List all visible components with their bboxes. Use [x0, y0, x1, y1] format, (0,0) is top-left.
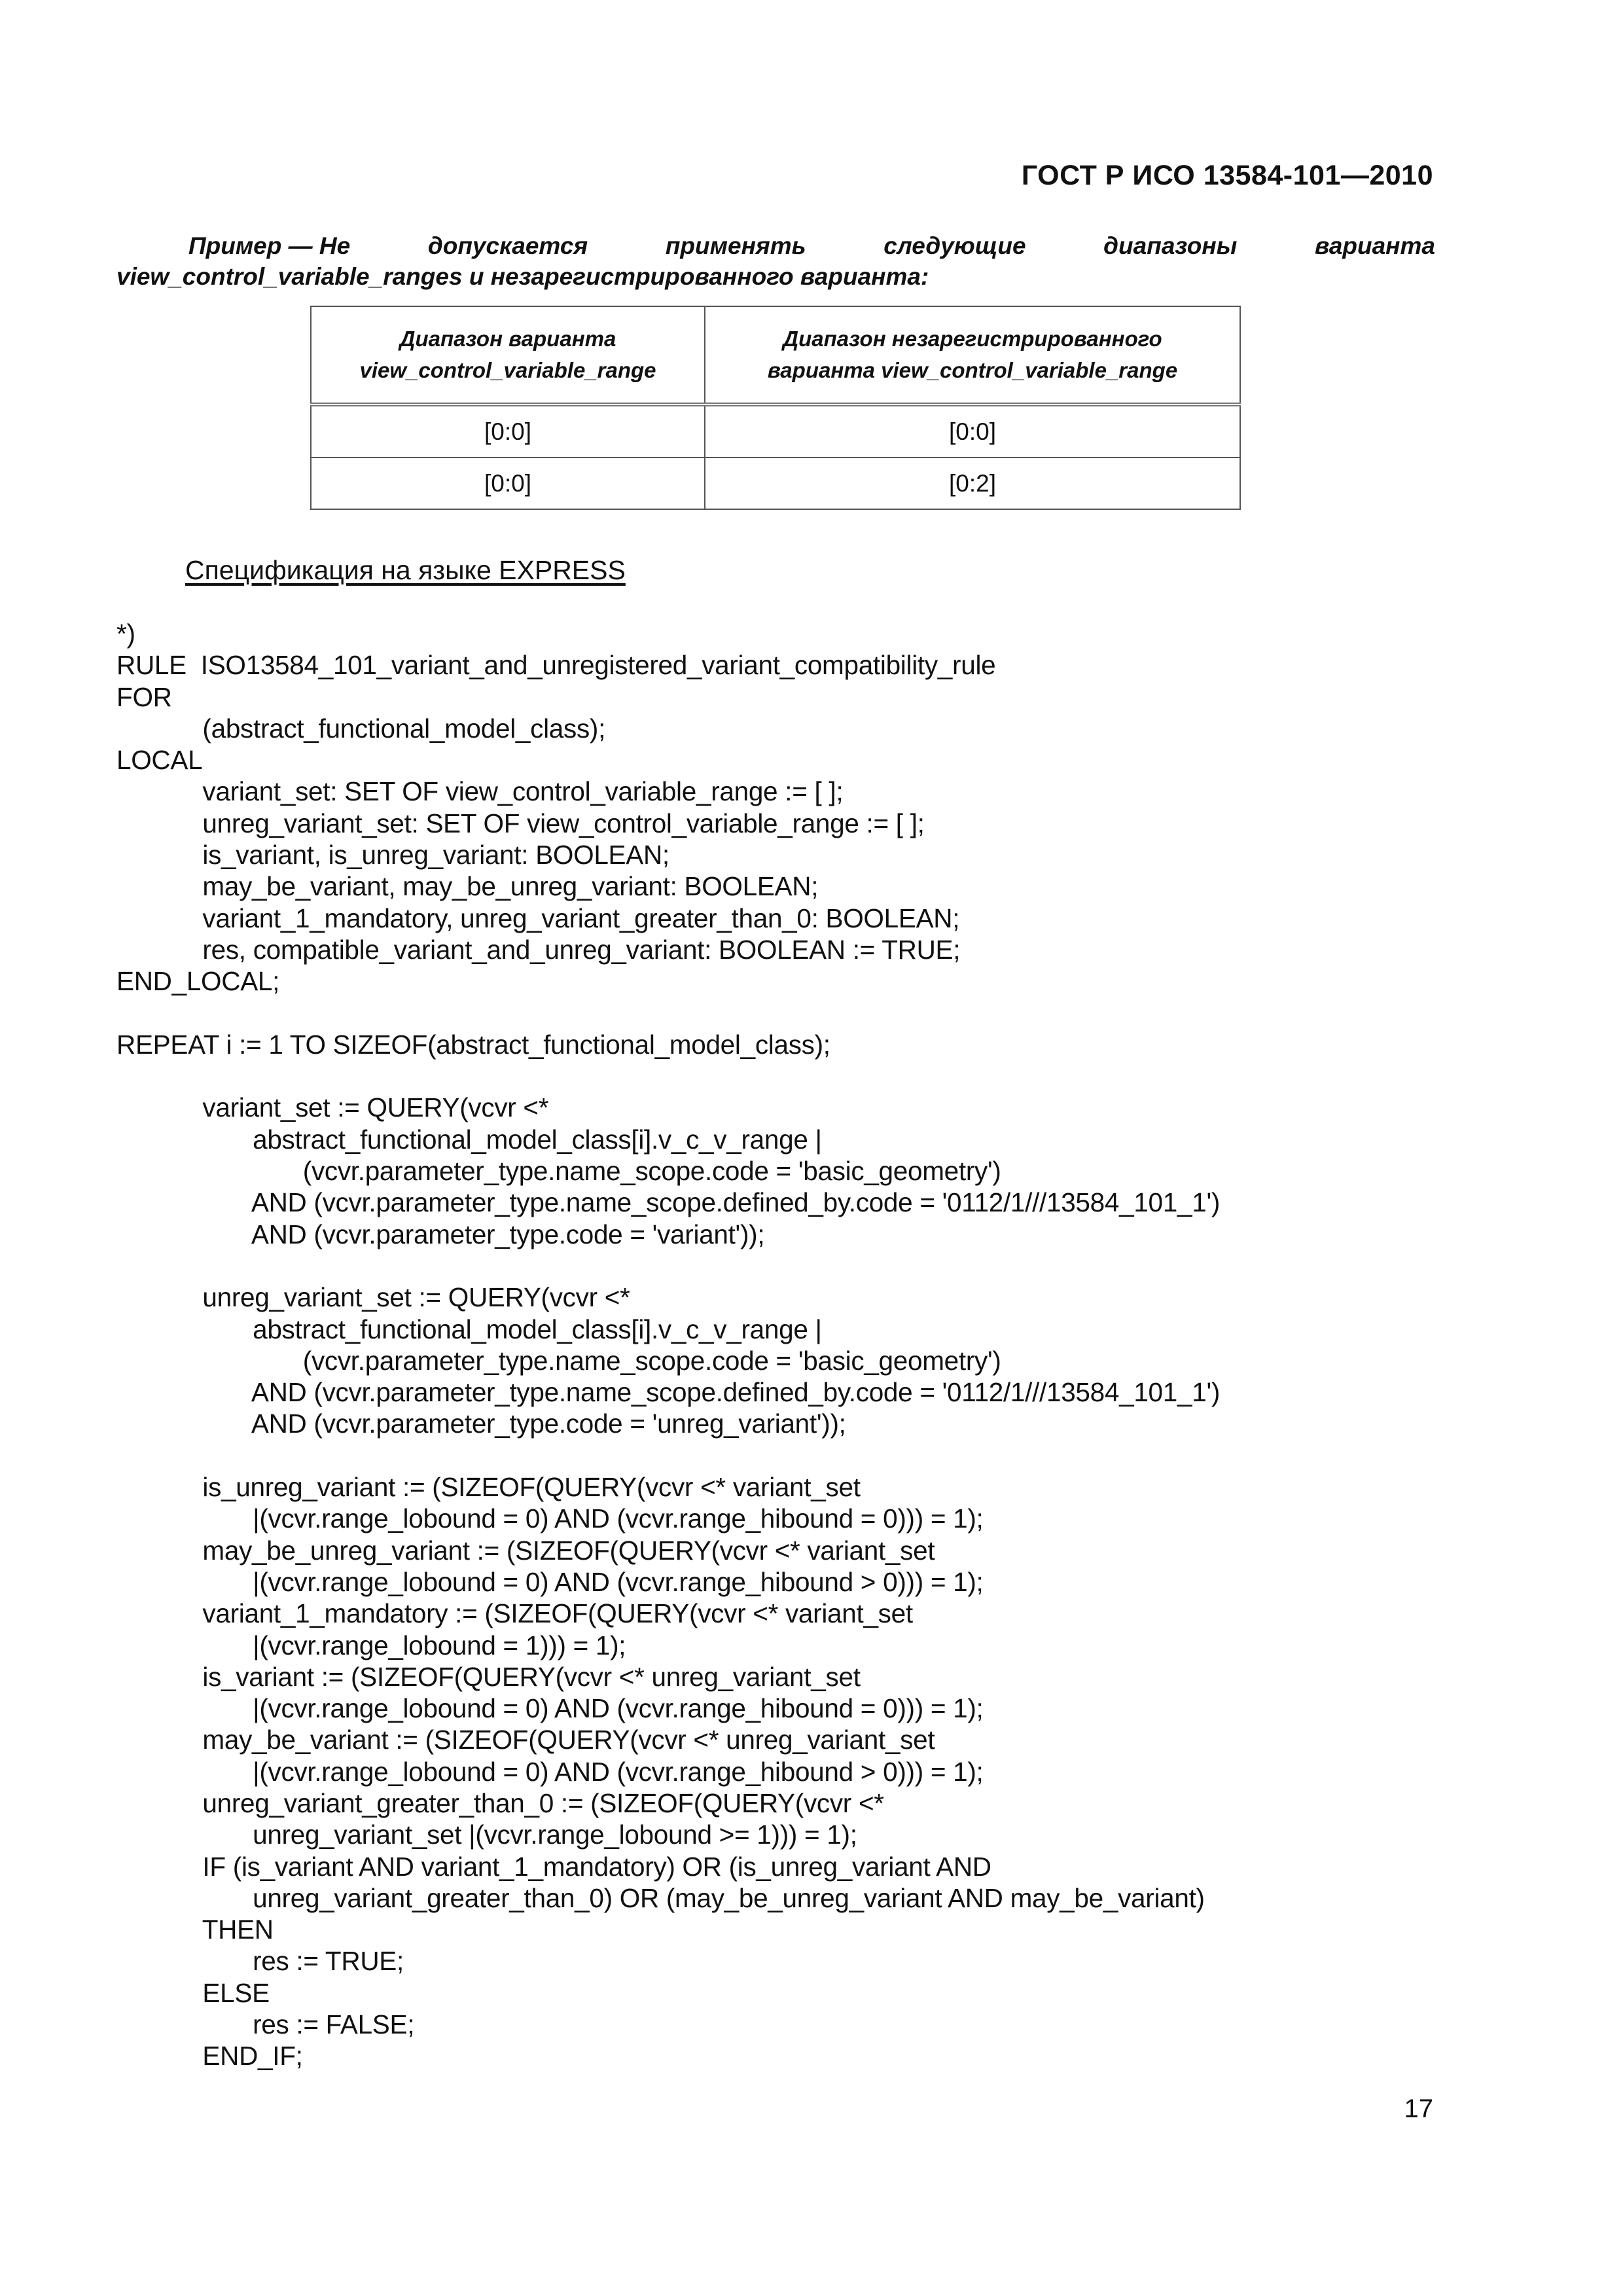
example-word: следующие [883, 232, 1026, 259]
code-line: variant_set := QUERY(vcvr <* [116, 1092, 549, 1123]
table-header-row [311, 306, 1240, 404]
code-line: |(vcvr.range_lobound = 0) AND (vcvr.range_hibound > 0))) = 1); [116, 1566, 984, 1597]
code-line: (vcvr.parameter_type.name_scope.code = 'basic_geometry') [116, 1156, 1001, 1187]
code-line: LOCAL [116, 745, 203, 776]
code-line: REPEAT i := 1 TO SIZEOF(abstract_functional_model_class); [116, 1029, 830, 1060]
document-header: ГОСТ Р ИСО 13584-101—2010 [1021, 160, 1433, 191]
code-line: (abstract_functional_model_class); [116, 713, 606, 744]
code-line: AND (vcvr.parameter_type.name_scope.defined_by.code = '0112/1///13584_101_1') [116, 1377, 1221, 1408]
code-line: unreg_variant_greater_than_0) OR (may_be_unreg_variant AND may_be_variant) [116, 1882, 1205, 1913]
code-line: AND (vcvr.parameter_type.code = 'variant')); [116, 1219, 765, 1249]
example-word: диапазоны [1103, 232, 1238, 259]
code-line: may_be_variant, may_be_unreg_variant: BOOLEAN; [116, 871, 819, 902]
example-line-2: view_control_variable_ranges и незарегистрированного варианта: [116, 263, 929, 290]
header-line: Диапазон незарегистрированного [783, 327, 1162, 351]
table-row [311, 457, 1240, 509]
code-line: unreg_variant_greater_than_0 := (SIZEOF(QUERY(vcvr <* [116, 1787, 884, 1818]
table-cell: [0:0] [311, 404, 705, 457]
code-line: |(vcvr.range_lobound = 1))) = 1); [116, 1630, 626, 1660]
column-header-unreg-variant [705, 306, 1240, 404]
table-cell: [0:2] [705, 457, 1240, 509]
code-line: abstract_functional_model_class[i].v_c_v_range | [116, 1124, 822, 1155]
header-line: view_control_variable_range [359, 358, 656, 382]
table-cell: [0:0] [311, 457, 705, 509]
code-line: *) [116, 619, 135, 649]
code-line: RULE ISO13584_101_variant_and_unregistered_variant_compatibility_rule [116, 650, 996, 681]
example-word: Пример — Не [188, 232, 351, 259]
header-line: Диапазон варианта [399, 327, 616, 351]
code-line: THEN [116, 1914, 274, 1945]
code-line [116, 1440, 1491, 1471]
table-row [311, 404, 1240, 457]
example-word: применять [665, 232, 806, 259]
code-line: is_variant := (SIZEOF(QUERY(vcvr <* unreg_variant_set [116, 1661, 861, 1692]
code-line: abstract_functional_model_class[i].v_c_v_range | [116, 1314, 822, 1344]
code-line: END_IF; [116, 2041, 303, 2072]
table-cell: [0:0] [705, 404, 1240, 457]
example-paragraph [116, 230, 1435, 292]
code-line: unreg_variant_set: SET OF view_control_variable_range := [ ]; [116, 808, 925, 838]
code-line: is_variant, is_unreg_variant: BOOLEAN; [116, 840, 669, 870]
code-line [116, 1060, 1491, 1092]
code-line: |(vcvr.range_lobound = 0) AND (vcvr.range_hibound > 0))) = 1); [116, 1756, 984, 1787]
code-line: AND (vcvr.parameter_type.code = 'unreg_variant')); [116, 1408, 846, 1439]
express-code-block [116, 618, 1491, 2072]
code-line: ELSE [116, 1977, 270, 2008]
code-line: res, compatible_variant_and_unreg_variant: BOOLEAN := TRUE; [116, 934, 961, 965]
example-word: варианта [1314, 232, 1435, 259]
code-line: unreg_variant_set := QUERY(vcvr <* [116, 1282, 630, 1313]
code-line: |(vcvr.range_lobound = 0) AND (vcvr.range_hibound = 0))) = 1); [116, 1503, 984, 1534]
code-line: IF (is_variant AND variant_1_mandatory) OR (is_unreg_variant AND [116, 1851, 991, 1882]
code-line: |(vcvr.range_lobound = 0) AND (vcvr.range_hibound = 0))) = 1); [116, 1693, 984, 1724]
code-line: END_LOCAL; [116, 966, 280, 997]
code-line: variant_1_mandatory, unreg_variant_greater_than_0: BOOLEAN; [116, 903, 960, 933]
code-line: variant_set: SET OF view_control_variable_range := [ ]; [116, 776, 844, 807]
code-line: res := TRUE; [116, 1946, 404, 1977]
code-line: may_be_variant := (SIZEOF(QUERY(vcvr <* unreg_variant_set [116, 1725, 935, 1755]
example-word: допускается [427, 232, 588, 259]
code-line: AND (vcvr.parameter_type.name_scope.defined_by.code = '0112/1///13584_101_1') [116, 1187, 1221, 1218]
code-line: variant_1_mandatory := (SIZEOF(QUERY(vcvr <* variant_set [116, 1598, 913, 1629]
header-line: варианта view_control_variable_range [767, 358, 1178, 382]
example-line-1 [116, 230, 1435, 261]
code-line: (vcvr.parameter_type.name_scope.code = 'basic_geometry') [116, 1345, 1001, 1376]
code-line: FOR [116, 681, 172, 712]
express-spec-heading: Спецификация на языке EXPRESS [185, 555, 626, 585]
code-line: res := FALSE; [116, 2009, 415, 2040]
variant-range-table [310, 306, 1241, 510]
page-number: 17 [1404, 2094, 1433, 2123]
code-line: is_unreg_variant := (SIZEOF(QUERY(vcvr <* variant_set [116, 1472, 861, 1503]
code-line: may_be_unreg_variant := (SIZEOF(QUERY(vcvr <* variant_set [116, 1535, 935, 1566]
code-line [116, 1250, 1491, 1282]
code-line [116, 997, 1491, 1029]
code-line: unreg_variant_set |(vcvr.range_lobound >= 1))) = 1); [116, 1820, 857, 1850]
column-header-variant [311, 306, 705, 404]
